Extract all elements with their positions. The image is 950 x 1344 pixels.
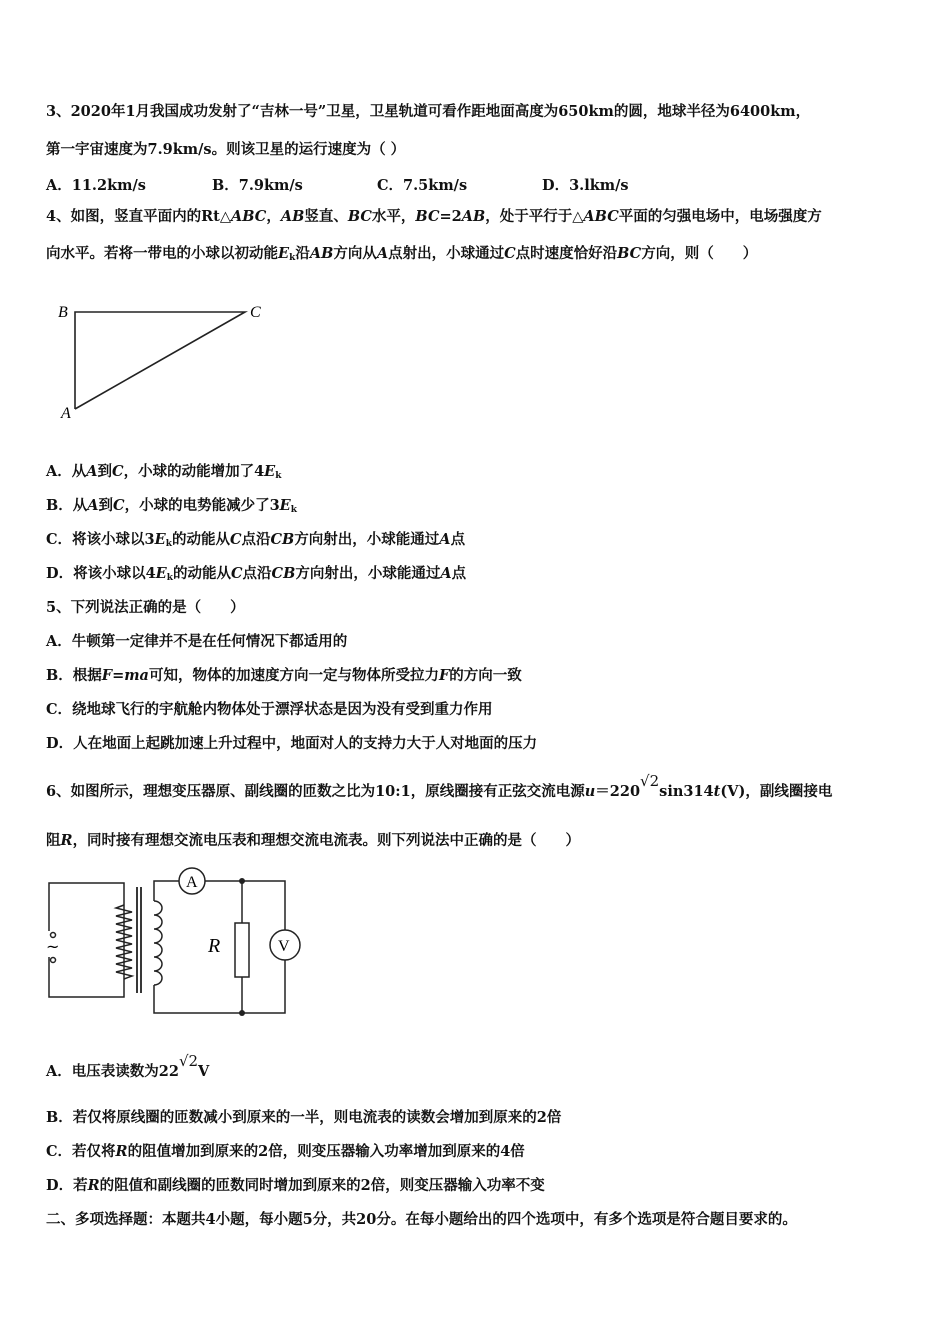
q4-option-b: B．从A到C，小球的电势能减少了$3E_k$ (46, 497, 297, 515)
q5-option-d: D．人在地面上起跳加速上升过程中，地面对人的支持力大于人对地面的压力 (46, 735, 538, 752)
primary-circuit-wire (49, 883, 124, 997)
q6-option-d: D．若R的阻值和副线圈的匝数同时增加到原来的2倍，则变压器输入功率不变 (46, 1177, 545, 1194)
q5-option-a: A．牛顿第一定律并不是在任何情况下都适用的 (46, 633, 348, 650)
q5-option-b: B．根据F=ma可知，物体的加速度方向一定与物体所受拉力F的方向一致 (46, 667, 522, 684)
q4-stem-line2: 向水平。若将一带电的小球以初动能$E_k$沿AB方向从A点射出，小球通过C点时速度恰好沿BC方向，则（ ） (46, 245, 758, 263)
q5-option-c: C．绕地球飞行的宇航舱内物体处于漂浮状态是因为没有受到重力作用 (46, 701, 493, 718)
q4-option-a: A．从A到C，小球的动能增加了$4E_k$ (46, 463, 282, 481)
voltmeter-label: V (278, 938, 290, 955)
label-b: B (58, 304, 68, 321)
q3-option-b: B．7.9km/s (212, 177, 303, 194)
q5-stem: 5、下列说法正确的是（ ） (46, 599, 245, 616)
ac-source-symbol: ~ (46, 937, 60, 956)
q3-stem-line2: 第一宇宙速度为7.9km/s。则该卫星的运行速度为（ ） (46, 141, 406, 158)
q6-transformer-circuit-figure (46, 865, 306, 1015)
q6-stem-line2: 阻R，同时接有理想交流电压表和理想交流电流表。则下列说法中正确的是（ ） (46, 832, 581, 849)
source-terminal-bottom (51, 958, 56, 963)
q6-option-b: B．若仅将原线圈的匝数减小到原来的一半，则电流表的读数会增加到原来的2倍 (46, 1109, 562, 1126)
q4-stem-line1: 4、如图，竖直平面内的Rt△ABC，AB竖直、BC水平，BC=2AB，处于平行于△ABC平面的匀强电场中，电场强度方 (46, 208, 822, 225)
q4-option-d: D．将该小球以$4E_k$的动能从C点沿CB方向射出，小球能通过A点 (46, 565, 467, 583)
section-2-heading: 二、多项选择题：本题共4小题，每小题5分，共20分。在每小题给出的四个选项中，有多个选项是符合题目要求的。 (46, 1211, 797, 1228)
secondary-wire-top (154, 881, 179, 901)
junction-top (239, 878, 245, 884)
q4-triangle-figure (55, 295, 285, 435)
triangle-outline (75, 312, 245, 409)
sqrt-symbol: √2 (640, 772, 660, 790)
q3-option-d: D．3.lkm/s (542, 177, 629, 194)
junction-bottom (239, 1010, 245, 1016)
secondary-coil (154, 901, 162, 985)
resistor-box (235, 923, 249, 977)
q6-option-c: C．若仅将R的阻值增加到原来的2倍，则变压器输入功率增加到原来的4倍 (46, 1143, 525, 1160)
ammeter-label: A (186, 874, 198, 891)
label-a: A (61, 405, 71, 422)
q4-option-c: C．将该小球以$3E_k$的动能从C点沿CB方向射出，小球能通过A点 (46, 531, 466, 549)
q6-option-a: A．电压表读数为22√2V (46, 1052, 210, 1080)
resistor-label: R (208, 935, 221, 957)
q3-option-a: A．11.2km/s (46, 177, 146, 194)
label-c: C (250, 304, 261, 321)
q3-stem-line1: 3、2020年1月我国成功发射了“吉林一号”卫星，卫星轨道可看作距地面高度为650km的圆，地球半径为6400km， (46, 103, 811, 120)
sqrt-symbol: √2 (178, 1052, 199, 1070)
q6-stem-line1: 6、如图所示，理想变压器原、副线圈的匝数之比为10:1，原线圈接有正弦交流电源u＝220√2sin314t(V)，副线圈接电 (46, 772, 833, 800)
q3-option-c: C．7.5km/s (377, 177, 468, 194)
